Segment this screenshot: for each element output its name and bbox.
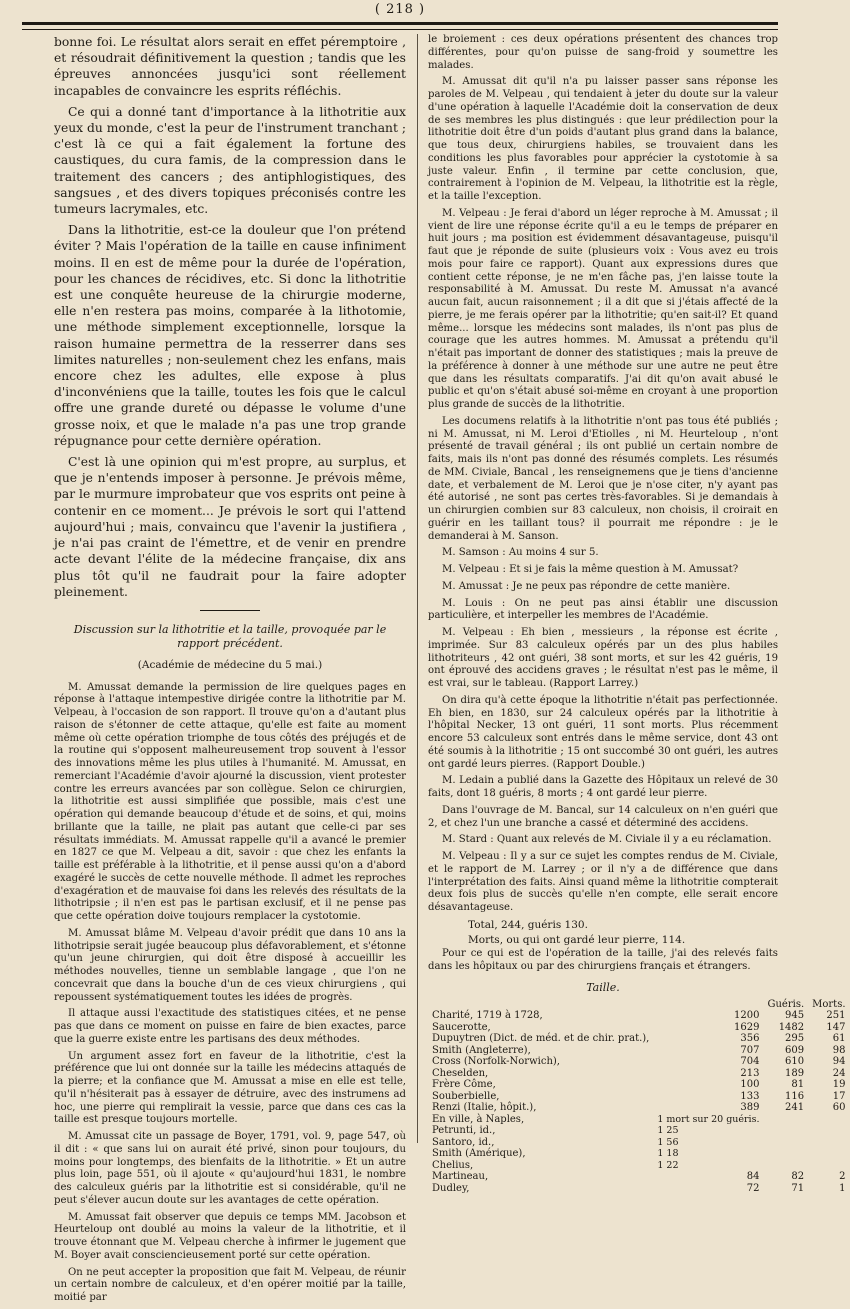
row-gueris: 241 (785, 1102, 805, 1113)
discussion-paragraph: M. Amussat blâme M. Velpeau d'avoir prédit que dans 10 ans la lithotripsie serait jugée beaucoup plus défavorablement, et s'étonne qu'un jeune chirurgien, qui doit être disposé à accueillir les méthodes nouvelles, tienne un semblable langage , que l'on ne concevrait que dans la bouche d'un de ces vieux chirurgiens , qui repoussent systématiquement toutes les idées de progrès. (54, 927, 406, 1003)
row-total: 133 (740, 1090, 760, 1102)
row-name: Charité, 1719 à 1728, (432, 1010, 543, 1021)
row-morts: 94 (832, 1056, 846, 1067)
body-paragraph: M. Samson : Au moins 4 sur 5. (442, 547, 599, 559)
row-morts: 1 (839, 1182, 846, 1194)
table-row (428, 1056, 850, 1068)
stats-total: Total, 244, guéris 130. (468, 918, 588, 931)
row-total: 707 (740, 1044, 760, 1056)
column-divider (417, 34, 418, 1143)
body-paragraph: Pour ce qui est de l'opération de la taille, j'ai des relevés faits dans les hôpitaux ou par des chirurgiens français et étrangers. (428, 948, 778, 972)
row-total: 84 (746, 1171, 760, 1182)
body-paragraph: Les documens relatifs à la lithotritie n'ont pas tous été publiés ; ni M. Amussat, ni M. Leroi d'Etiolles , ni M. Heurteloup , n'ont présenté de travail général ; ils ont publié un certain nombre de faits, mais ils n'ont pas donné des résumés complets. Les résumés de MM. Civiale, Bancal , les renseignemens que je tiens d'ancienne date, et verbalement de M. Leroi que je n'ose citer, n'y ayant pas été autorisé , ne sont pas certes très-favorables. Si je demandais à un chirurgien combien sur 83 calculeux, non choisis, il croirait en guérir en les taillant tous? il pourrait me répondre : je le demanderai à M. Sanson. (428, 415, 778, 542)
row-name: Dudley, (432, 1182, 470, 1194)
table-row (428, 1022, 850, 1034)
row-morts: 24 (832, 1067, 846, 1079)
row-morts: 147 (826, 1021, 846, 1033)
body-paragraph: M. Velpeau : Eh bien , messieurs , la réponse est écrite , imprimée. Sur 83 calculeux opérés par un des plus habiles lithotriteurs , 42 ont guéri, 38 sont morts, et sur les 42 guéris, 19 ont éprouvé des accidens graves ; le résultat n'est pas le même, il est vrai, sur le tableau. (Rapport Larrey.) (428, 627, 778, 689)
table-header: Morts. (812, 998, 846, 1010)
body-paragraph: M. Ledain a publié dans la Gazette des Hôpitaux un relevé de 30 faits, dont 18 guéris, 8 morts ; 4 ont gardé leur pierre. (428, 775, 778, 799)
row-note: 1 18 (657, 1148, 679, 1159)
table-row (428, 1125, 850, 1137)
table-row (428, 1010, 850, 1022)
table-row (428, 1160, 850, 1172)
row-name: Chelius, (432, 1159, 474, 1171)
intro-paragraph: Dans la lithotritie, est-ce la douleur que l'on prétend éviter ? Mais l'opération de la taille en cause infiniment moins. Il en est de même pour la durée de l'opération, pour les chances de récidives, etc. Si donc la lithotritie est une conquête heureuse de la chirurgie moderne, elle n'en restera pas moins, comparée à la lithotomie, une méthode simplement exceptionnelle, lorsque la raison humaine permettra de la resserrer dans ses limites naturelles ; non-seulement chez les enfans, mais encore chez les adultes, elle expose à plus d'inconvéniens que la taille, toutes les fois que le calcul offre une grande dureté ou dépasse le volume d'une grosse noix, et que le malade n'a pas une trop grande répugnance pour cette dernière opération. (54, 223, 406, 448)
row-morts (808, 1114, 849, 1126)
row-note: 1 mort sur 20 guéris. (657, 1113, 760, 1125)
discussion-paragraph: M. Amussat fait observer que depuis ce temps MM. Jacobson et Heurteloup ont doublé au moins la valeur de la lithotritie, et il trouve étonnant que M. Velpeau cherche à infirmer le jugement que M. Boyer avait consciencieusement porté sur cette opération. (54, 1211, 406, 1261)
row-gueris: 295 (785, 1033, 805, 1044)
body-paragraph: M. Velpeau : Je ferai d'abord un léger reproche à M. Amussat ; il vient de lire une réponse écrite qu'il a eu le temps de préparer en huit jours ; ma position est évidemment désavantageuse, puisqu'il faut que je réponde de suite (plusieurs voix : Vous avez eu trois mois pour faire ce rapport). Quant aux expressions dures que contient cette réponse, je ne m'en fâche pas, j'en laisse toute la responsabilité à M. Amussat. Du reste M. Amussat n'a avancé aucun fait, aucun raisonnement ; il a dit que si j'étais affecté de la pierre, je me ferais opérer par la lithotritie; qu'en sait-il? Et quand même... lorsque les médecins sont malades, ils n'ont pas plus de courage que les autres hommes. M. Amussat a prétendu qu'il n'était pas important de donner des statistiques ; mais la preuve de la préférence à donner à une méthode sur une autre ne peut être que dans les résultats comparatifs. J'ai dit qu'on avait abusé le public et qu'on s'était abusé soi-même en croyant à une proportion plus grande de succès de la lithotritie. (428, 207, 778, 410)
table-row (428, 1102, 850, 1114)
left-column (54, 34, 406, 1309)
body-paragraph: M. Velpeau : Et si je fais la même question à M. Amussat? (442, 564, 739, 575)
table-row (428, 1148, 850, 1160)
table-row (428, 1079, 850, 1091)
row-name: Smith (Amérique), (432, 1148, 526, 1159)
discussion-paragraph: On ne peut accepter la proposition que fait M. Velpeau, de réunir un certain nombre de calculeux, et d'en opérer moitié par la taille, moitié par (54, 1266, 406, 1304)
row-name: Frère Côme, (432, 1079, 496, 1090)
row-note: 1 56 (657, 1136, 679, 1148)
table-row (428, 1183, 850, 1195)
row-total: 72 (746, 1182, 760, 1194)
table-header (653, 999, 763, 1011)
row-gueris (764, 1160, 809, 1172)
table-header (428, 999, 653, 1011)
table-header-row (428, 999, 850, 1011)
row-note: 1 22 (657, 1159, 679, 1171)
table-row (428, 1045, 850, 1057)
body-paragraph: M. Amussat : Je ne peux pas répondre de cette manière. (442, 580, 731, 592)
row-note: 1 25 (657, 1125, 679, 1136)
discussion-paragraph: Un argument assez fort en faveur de la lithotritie, c'est la préférence que lui ont donnée sur la taille les médecins attaqués de la pierre; et la confiance que M. Amussat a mise en elle est telle, qu'il n'hésiterait pas à essayer de détruire, avec des instrumens ad hoc, une pierre qui remplirait la vessie, parce que dans ces cas la taille est presque toujours mortelle. (54, 1050, 406, 1126)
session-date: (Académie de médecine du 5 mai.) (137, 658, 323, 671)
page-number: ( 218 ) (374, 2, 426, 17)
discussion-paragraph: M. Amussat cite un passage de Boyer, 1791, vol. 9, page 547, où il dit : « que sans lui on aurait été privé, sinon pour toujours, du moins pour longtemps, des bienfaits de la lithotritie. » Et un autre plus loin, page 551, où il ajoute « qu'aujourd'hui 1831, le nombre des calculeux guéris par la lithotritie est si considérable, qu'il ne peut s'élever aucun doute sur les avantages de cette opération. (54, 1131, 406, 1206)
row-name: Martineau, (432, 1171, 489, 1182)
body-paragraph: le broiement : ces deux opérations présentent des chances trop différentes, pour qu'on puisse de sang-froid y soumettre les malades. (428, 34, 778, 71)
body-paragraph: M. Stard : Quant aux relevés de M. Civiale il y a eu réclamation. (442, 834, 772, 846)
row-total: 356 (740, 1033, 760, 1044)
row-gueris: 1482 (778, 1021, 805, 1033)
section-separator (200, 610, 260, 611)
row-gueris (764, 1137, 809, 1149)
section-title: Discussion sur la lithotritie et la taille, provoquée par le rapport précédent. (73, 622, 387, 650)
row-gueris: 81 (791, 1079, 805, 1090)
table-row (428, 1114, 850, 1126)
intro-paragraph: C'est là une opinion qui m'est propre, au surplus, et que je n'entends imposer à personne. Je prévois même, par le murmure improbateur que vos esprits ont peine à contenir en ce moment... Je prévois le sort qui l'attend aujourd'hui ; mais, convaincu que l'avenir la justifiera , je n'ai pas craint de l'émettre, et de venir en prendre acte devant l'élite de la médecine française, dix ans plus tôt qu'il ne faudrait pour la faire adopter pleinement. (54, 455, 406, 599)
row-gueris: 189 (785, 1067, 805, 1079)
row-name: Renzi (Italie, hôpit.), (432, 1102, 537, 1113)
row-name: Petrunti, id., (432, 1125, 496, 1136)
table-header: Guéris. (767, 998, 805, 1010)
row-total: 1629 (734, 1021, 760, 1033)
row-morts (808, 1137, 849, 1149)
row-morts: 17 (832, 1090, 846, 1102)
intro-paragraph: Ce qui a donné tant d'importance à la lithotritie aux yeux du monde, c'est la peur de l'instrument tranchant ; c'est là ce qui a fait également la fortune des caustiques, du cura famis, de la compression dans le traitement des cancers ; des antiphlogistiques, des sangsues , et des divers topiques préconisés contre les tumeurs lacrymales, etc. (54, 104, 406, 217)
body-paragraph: On dira qu'à cette époque la lithotritie n'était pas perfectionnée. Eh bien, en 1830, sur 24 calculeux opérés par la lithotritie à l'hôpital Necker, 13 ont guéri, 11 sont morts. Plus récemment encore 53 calculeux sont entrés dans le même service, dont 43 ont été soumis à la lithotritie ; 15 ont succombé 30 ont guéri, les autres ont gardé leurs pierres. (Rapport Double.) (428, 694, 778, 770)
body-paragraph: M. Amussat dit qu'il n'a pu laisser passer sans réponse les paroles de M. Velpeau , qui tendaient à jeter du doute sur la valeur d'une opération à laquelle l'Académie doit la conservation de deux de ses membres les plus distingués : que leur prédilection pour la lithotritie doit être d'un poids d'autant plus grand dans la balance, que tous deux, chirurgiens habiles, se trouvaient dans les conditions les plus favorables pour apprécier la cystotomie à sa juste valeur. Enfin , il termine par cette conclusion, que, contrairement à l'opinion de M. Velpeau, la lithotritie est la règle, et la taille l'exception. (428, 76, 778, 202)
row-name: Souberbielle, (432, 1090, 500, 1102)
row-morts: 61 (832, 1033, 846, 1044)
discussion-paragraph: M. Amussat demande la permission de lire quelques pages en réponse à l'attaque intempestive dirigée contre la lithotritie par M. Velpeau, à l'occasion de son rapport. Il trouve qu'on a d'autant plus raison de s'étonner de cette attaque, qu'elle est faite au moment même où cette opération triomphe de tous côtés des préjugés et de la routine qui s'opposent malheureusement trop souvent à l'essor des innovations même les plus utiles à l'humanité. M. Amussat, en remerciant l'Académie d'avoir ajourné la discussion, vient protester contre les erreurs avancées par son collègue. Selon ce chirurgien, la lithotritie est aussi simplifiée que possible, mais c'est une opération qui demande beaucoup d'étude et de soins, et qui, moins brillante que la taille, ne plait pas autant que celle-ci par ses résultats immédiats. M. Amussat rappelle qu'il a avancé le premier en 1827 ce que M. Velpeau a dit, savoir : que chez les enfants la taille est préférable à la lithotritie, et il pense aussi qu'on a d'abord exagéré le succès de cette nouvelle méthode. Il admet les reproches d'exagération et de mauvaise foi dans les relevés des résultats de la lithotripsie ; il n'en est pas le partisan exclusif, et il ne pense pas que cette opération doive toujours remplacer la cystotomie. (54, 681, 406, 923)
row-name: Santoro, id., (432, 1136, 495, 1148)
body-paragraph: M. Louis : On ne peut pas ainsi établir une discussion particulière, et interpeller les membres de l'Académie. (428, 597, 778, 622)
table-row (428, 1068, 850, 1080)
row-morts: 2 (839, 1171, 846, 1182)
row-name: Dupuytren (Dict. de méd. et de chir. prat.), (432, 1033, 650, 1044)
discussion-paragraph: Il attaque aussi l'exactitude des statistiques citées, et ne pense pas que dans ce moment on puisse en faire de bien exactes, parce que la guerre existe entre les partisans des deux méthodes. (54, 1008, 406, 1045)
table-row (428, 1171, 850, 1183)
row-gueris: 116 (785, 1090, 805, 1102)
row-gueris: 610 (785, 1056, 805, 1067)
row-morts: 19 (832, 1079, 846, 1090)
row-name: Saucerotte, (432, 1021, 491, 1033)
row-morts (808, 1148, 849, 1160)
taille-table (428, 999, 850, 1195)
row-gueris (764, 1114, 809, 1126)
row-name: Cheselden, (432, 1067, 489, 1079)
row-morts: 251 (826, 1010, 846, 1021)
table-caption: Taille. (586, 980, 620, 994)
table-row (428, 1033, 850, 1045)
row-name: Cross (Norfolk-Norwich), (432, 1056, 560, 1067)
row-total: 389 (740, 1102, 760, 1113)
table-body (428, 1010, 850, 1194)
row-total: 704 (740, 1056, 760, 1067)
row-name: Smith (Angleterre), (432, 1044, 531, 1056)
row-gueris: 71 (791, 1182, 805, 1194)
row-morts (808, 1160, 849, 1172)
intro-paragraph: bonne foi. Le résultat alors serait en effet péremptoire , et résoudrait définitivement la question ; tandis que les épreuves annoncées jusqu'ici sont réellement incapables de convaincre les esprits réfléchis. (54, 35, 406, 98)
row-gueris (764, 1125, 809, 1137)
row-gueris: 945 (785, 1010, 805, 1021)
stats-morts: Morts, ou qui ont gardé leur pierre, 114. (468, 933, 686, 946)
top-rule (22, 22, 778, 30)
body-paragraph: Dans l'ouvrage de M. Bancal, sur 14 calculeux on n'en guéri que 2, et chez l'un une branche a cassé et déterminé des accidens. (428, 804, 778, 829)
body-paragraph: M. Velpeau : Il y a sur ce sujet les comptes rendus de M. Civiale, et le rapport de M. Larrey ; or il n'y a de différence que dans l'interprétation des faits. Ainsi quand même la lithotritie compterait deux fois plus de succès qu'elle n'en compte, elle serait encore désavantageuse. (428, 851, 778, 913)
row-morts: 60 (832, 1102, 846, 1113)
right-column (428, 34, 846, 1194)
row-total: 1200 (734, 1010, 760, 1021)
row-gueris (764, 1148, 809, 1160)
row-name: En ville, à Naples, (432, 1113, 525, 1125)
row-gueris: 609 (785, 1044, 805, 1056)
row-total: 213 (740, 1067, 760, 1079)
row-gueris: 82 (791, 1171, 805, 1182)
table-row (428, 1137, 850, 1149)
row-morts: 98 (832, 1044, 846, 1056)
table-row (428, 1091, 850, 1103)
row-total: 100 (740, 1079, 760, 1090)
row-morts (808, 1125, 849, 1137)
